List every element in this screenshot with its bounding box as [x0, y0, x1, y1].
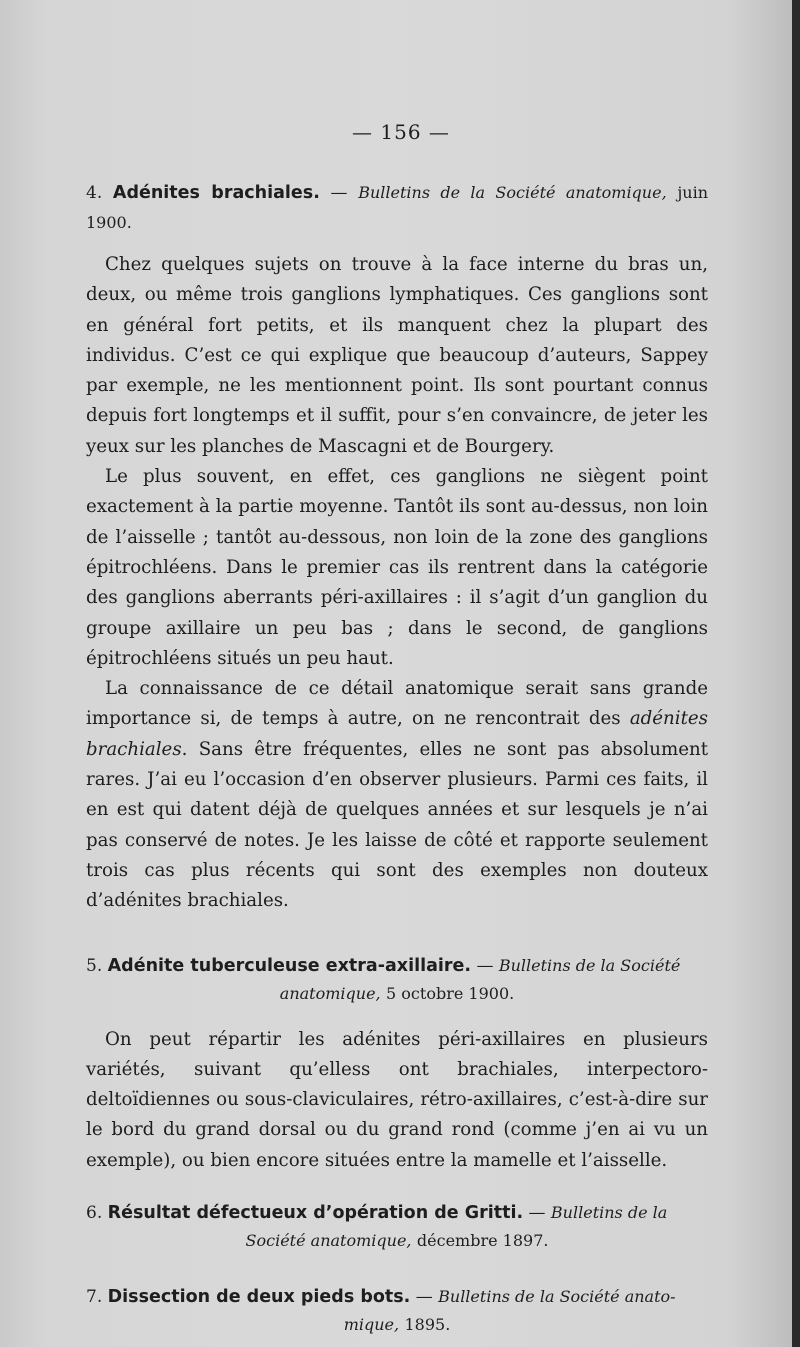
entry-title: Adénites brachiales.: [112, 183, 320, 203]
page-number: — 156 —: [352, 120, 450, 144]
entry-number: 7.: [86, 1287, 103, 1308]
paragraph-text: . Sans être fréquentes, elles ne sont pas absolument rares. J’ai eu l’occasion d’en observer plusieurs. Parmi ces faits, il en est qui datent déjà de quelques années et sur lesquels je n’ai pas conservé de notes. Je les laisse de côté et rapporte seulement trois cas plus récents qui sont des exemples non douteux d’adénites brachiales.: [86, 738, 708, 912]
entry-title: Adénite tuberculeuse extra-axillaire.: [107, 955, 472, 976]
paragraph: Chez quelques sujets on trouve à la face interne du bras un, deux, ou même trois ganglions lymphatiques. Ces ganglions sont en général fort petits, et ils manquent chez la plupart des individus. C’est ce qui explique que beaucoup d’auteurs, Sappey par exemple, ne les mentionnent point. Ils sont pourtant connus depuis fort longtemps et il suffit, pour s’en convaincre, de jeter les yeux sur les planches de Mascagni et de Bourgery.: [86, 254, 708, 457]
entry-title: Résultat défectueux d’opération de Gritti.: [107, 1203, 524, 1224]
paragraph-text: La connaissance de ce détail anatomique serait sans grande importance si, de temps à autre, on ne rencontrait des: [86, 678, 708, 730]
entry-number: 4.: [86, 183, 103, 203]
entry-6-heading: [86, 1198, 708, 1254]
entry-date: juin 1900.: [86, 183, 709, 232]
entry-7-heading: [86, 1282, 708, 1338]
dash: —: [415, 1287, 433, 1308]
dash: —: [476, 955, 494, 976]
dash: —: [528, 1203, 546, 1224]
entry-title: Dissection de deux pieds bots.: [107, 1287, 411, 1308]
entry-source-continuation: [86, 1312, 708, 1338]
paragraph: Le plus souvent, en effet, ces ganglions ne siègent point exactement à la partie moyenne. Tantôt ils sont au-dessus, non loin de l’aisselle ; tantôt au-dessous, non loin de la zone des ganglions épitrochléens. Dans le premier cas ils rentrent dans la catégorie des ganglions aberrants péri-axillaires : il s’agit d’un ganglion du groupe axillaire un peu bas ; dans le second, de ganglions épitrochléens situés un peu haut.: [86, 466, 708, 669]
page-text: [86, 120, 708, 1338]
entry-4-heading: [86, 178, 708, 238]
entry-source-continuation: [86, 981, 708, 1007]
entry-source: Bulletins de la Société anato-: [438, 1287, 676, 1307]
entry-source: Bulletins de la Société anatomique,: [358, 183, 667, 202]
paragraph: On peut répartir les adénites péri-axillaires en plusieurs variétés, suivant qu’elless ont brachiales, interpectoro-deltoïdiennes ou sous-claviculaires, rétro-axillaires, c’est-à-dire sur le bord du grand dorsal ou du grand rond (comme j’en ai vu un exemple), ou bien encore situées entre la mamelle et l’aisselle.: [86, 1028, 708, 1171]
entry-source: mique,: [343, 1315, 400, 1335]
entry-date: 1895.: [404, 1315, 451, 1335]
dash: —: [330, 183, 348, 203]
scan-edge: [792, 0, 800, 1347]
paragraph-emphasis: adénites brachiales: [86, 708, 708, 760]
entry-number: 6.: [86, 1203, 103, 1224]
entry-source-continuation: [86, 1228, 708, 1254]
entry-source: Société anatomique,: [245, 1231, 412, 1251]
entry-number: 5.: [86, 955, 103, 976]
paragraph: [86, 674, 708, 916]
entry-source: Bulletins de la: [550, 1203, 668, 1223]
entry-date: 5 octobre 1900.: [386, 983, 515, 1003]
entry-source: Bulletins de la Société: [498, 955, 681, 975]
entry-source: anatomique,: [279, 983, 381, 1003]
entry-5-heading: [86, 951, 708, 1007]
entry-date: décembre 1897.: [416, 1231, 549, 1251]
